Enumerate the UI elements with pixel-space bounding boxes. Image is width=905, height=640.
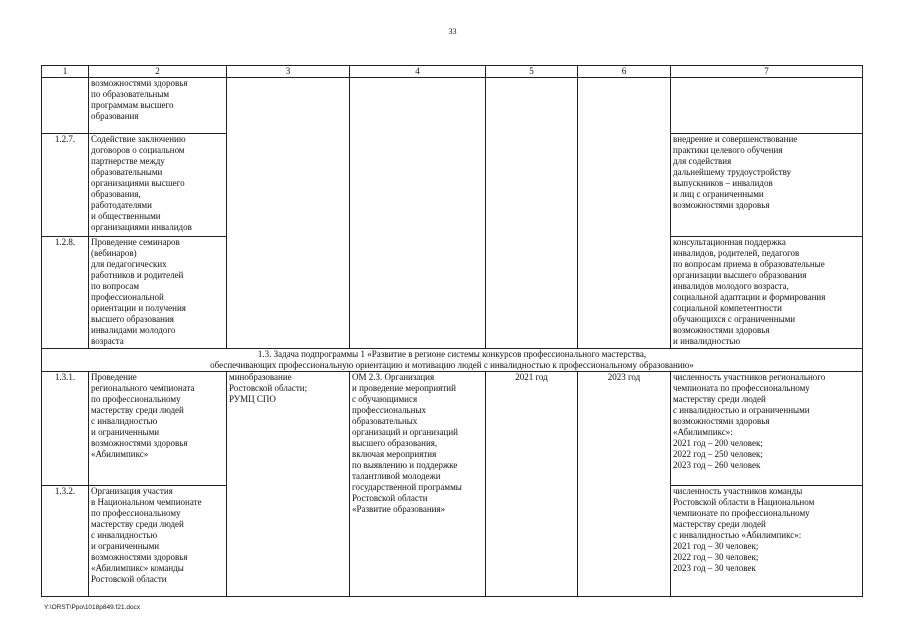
item-executor: минобразование Ростовской области; РУМЦ СПО xyxy=(227,372,350,597)
activities-table xyxy=(41,65,863,597)
page-number: 33 xyxy=(448,27,457,36)
item-result: численность участников команды Ростовской области в Национальном чемпионате по профессиональному мастерству среди людей с инвалидностью «Абилимпикс»: 2021 год – 30 человек; 2022 год – 30 человек; 2023 год – 30 человек xyxy=(671,486,863,597)
item-result xyxy=(671,78,863,134)
item-name: Организация участия в Национальном чемпионате по профессиональному мастерству среди людей с инвалидностью и ограниченными возможностями здоровья «Абилимпикс» команды Ростовской области xyxy=(89,486,227,597)
column-header: 1 xyxy=(42,66,89,78)
item-program: ОМ 2.3. Организация и проведение мероприятий с обучающимися профессиональных образовательных организаций и организаций высшего образования, включая мероприятия по выявлению и поддержке талантливой молодежи государственной программы Ростовской области «Развитие образования» xyxy=(350,372,486,597)
program-cell xyxy=(350,78,486,349)
item-name: возможностями здоровья по образовательным программам высшего образования xyxy=(89,78,227,134)
column-header: 7 xyxy=(671,66,863,78)
item-number: 1.3.2. xyxy=(42,486,89,597)
task-heading: 1.3. Задача подпрограммы 1 «Развитие в регионе системы конкурсов профессионального мастерства, обеспечивающих профессиональную ориентацию и мотивацию людей с инвалидностью к профессиональному образованию» xyxy=(42,349,863,372)
item-result: внедрение и совершенствование практики целевого обучения для содействия дальнейшему трудоустройству выпускников – инвалидов и лиц с ограниченными возможностями здоровья xyxy=(671,134,863,237)
item-name: Содействие заключению договоров о социальном партнерстве между образовательными организациями высшего образования, работодателями и общественными организациями инвалидов xyxy=(89,134,227,237)
table-row xyxy=(42,372,863,486)
item-result: численность участников регионального чемпионата по профессиональному мастерству среди людей с инвалидностью и ограниченными возможностями здоровья «Абилимпикс»: 2021 год – 200 человек; 2022 год – 250 человек; 2023 год – 260 человек xyxy=(671,372,863,486)
item-number: 1.2.7. xyxy=(42,134,89,237)
table-row xyxy=(42,78,863,134)
item-name: Проведение регионального чемпионата по профессиональному мастерству среди людей с инвалидностью и ограниченными возможностями здоровья «Абилимпикс» xyxy=(89,372,227,486)
start-cell xyxy=(486,78,578,349)
item-number: 1.2.8. xyxy=(42,237,89,349)
column-header: 4 xyxy=(350,66,486,78)
end-cell xyxy=(578,78,671,349)
item-end-year: 2023 год xyxy=(578,372,671,597)
column-header: 5 xyxy=(486,66,578,78)
column-header: 2 xyxy=(89,66,227,78)
item-number xyxy=(42,78,89,134)
column-header: 3 xyxy=(227,66,350,78)
item-number: 1.3.1. xyxy=(42,372,89,486)
task-row xyxy=(42,349,863,372)
executor-cell xyxy=(227,78,350,349)
item-start-year: 2021 год xyxy=(486,372,578,597)
column-header: 6 xyxy=(578,66,671,78)
item-name: Проведение семинаров (вебинаров) для педагогических работников и родителей по вопросам профессиональной ориентации и получения высшего образования инвалидами молодого возраста xyxy=(89,237,227,349)
table-header-row xyxy=(42,66,863,78)
file-path-footer: Y:\ORST\Ppo\1018p849.f21.docx xyxy=(44,604,141,611)
item-result: консультационная поддержка инвалидов, родителей, педагогов по вопросам приема в образовательные организации высшего образования инвалидов молодого возраста, социальной адаптации и формирования социальной компетентности обучающихся с ограниченными возможностями здоровья и инвалидностью xyxy=(671,237,863,349)
